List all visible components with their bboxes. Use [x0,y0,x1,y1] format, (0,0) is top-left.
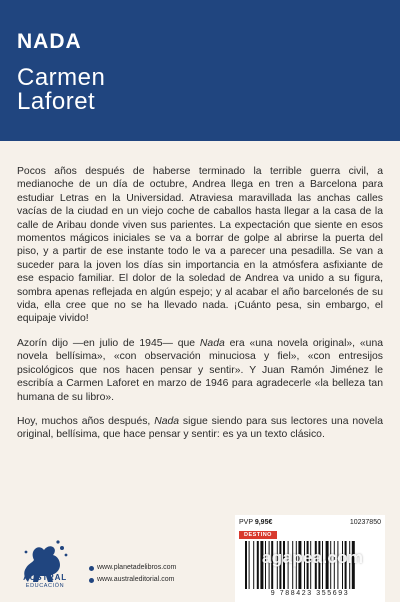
bullet-icon [89,566,94,571]
author-first-name: Carmen [17,64,106,91]
publisher-subtitle: EDUCACIÓN [25,583,65,589]
text-span: Azorín dijo —en julio de 1945— que [17,337,200,349]
watermark: agapea.com [262,548,364,567]
austral-logo-icon [18,525,72,601]
text-span: era «una novela original», «una novela bellísima», «con observación minuciosa y fiel», «con entresijos psicológicos que nos hacen pensar y sentir». Y Juan Ramón Jiménez le escribía a Carmen Laforet en marzo de 1946 para agradecerle «la belleza tan humana de su libro». [17,337,383,403]
bullet-icon [89,578,94,583]
publisher-name: AUSTRAL [23,573,67,582]
synopsis-paragraph-3 [17,415,383,442]
publisher-link-1[interactable] [89,562,209,574]
synopsis-paragraph-2 [17,337,383,404]
book-title: NADA [17,30,82,53]
price-group [239,519,272,526]
italic-title: Nada [154,415,180,427]
publisher-links [89,562,209,586]
url-text: www.planetadelibros.com [97,564,177,571]
synopsis [17,165,383,453]
product-code: 10237850 [349,519,381,526]
italic-title: Nada [199,337,225,349]
destino-badge: DESTINO [239,531,277,539]
synopsis-paragraph-1: Pocos años después de haberse terminado la terrible guerra civil, a medianoche de un día de octubre, Andrea llega en tren a Barcelona para estudiar Letras en la Universidad. Atraviesa maravillada las anchas calles vacías de la ciudad en un viejo coche de caballos hasta llegar a la casa de la calle de Aribau donde viven sus parientes. La expectación que siente en esos momentos mágicos iniciales se va a borrar de golpe al abrirse la puerta del piso, y a partir de ese instante todo le va a parecer una pesadilla. Se van a suceder para la joven los días sin importancia en la atmósfera asfixiante de ese espacio familiar. El dolor de la soledad de Andrea va unido a su figura, sombra apenas reflejada en algún espejo; y al acabar el año barcelonés de su vida, ella cree que no se ha llevado nada. ¡Cuánto pesa, sin embargo, el equipaje vivido! [17,166,383,325]
author-last-name: Laforet [17,88,96,115]
price-value: 9,95€ [254,519,273,526]
book-author [17,66,317,114]
publisher-link-2[interactable] [89,574,209,586]
price-line [239,519,381,526]
text-span: sigue siendo para sus lectores una novela original, bellísima, que hace pensar y sentir: es ya un texto clásico. [17,415,383,441]
url-text: www.australeditorial.com [97,576,175,583]
text-span: Hoy, muchos años después, [17,415,155,427]
cover-header [0,0,400,141]
pvp-label: PVP [239,519,253,526]
isbn-digits: 9 788423 355693 [270,590,350,597]
